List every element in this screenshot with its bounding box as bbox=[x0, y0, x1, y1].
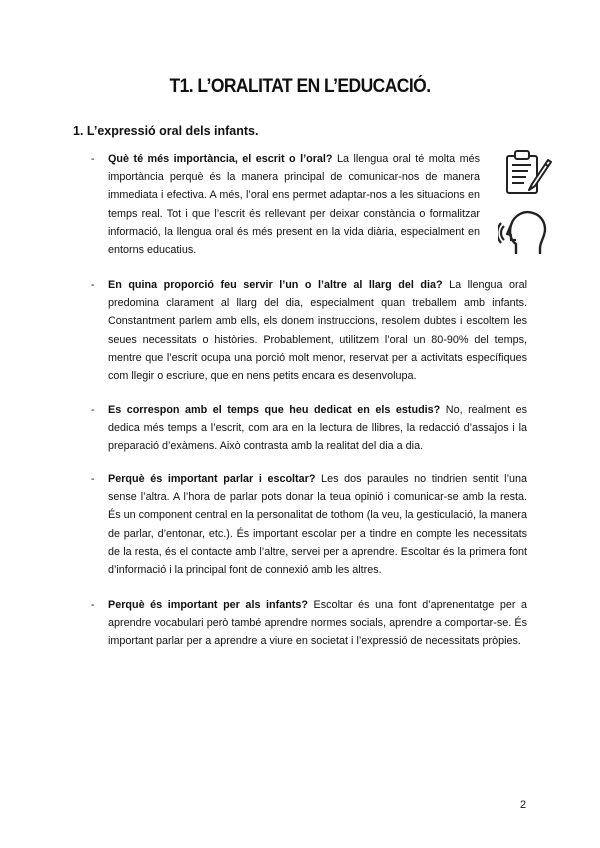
question-text: Perquè és important per als infants? bbox=[108, 599, 308, 611]
list-item bbox=[91, 276, 527, 385]
question-text: Perquè és important parlar i escoltar? bbox=[108, 473, 316, 485]
answer-text: La llengua oral té molta més importància perquè és la manera principal de comunicar-nos de manera immediata i efectiva. A més, l’oral ens permet adaptar-nos a les situacions en temps real. Tot i que l’escrit és rellevant per deixar constància o formalitzar informació, la llengua oral és més present en la vida diària, especialment en entorns educatius. bbox=[108, 153, 480, 257]
list-item-text bbox=[108, 276, 527, 385]
section-heading: 1. L’expressió oral dels infants. bbox=[73, 124, 259, 138]
question-text: Es correspon amb el temps que heu dedicat en els estudis? bbox=[108, 404, 441, 416]
list-item-text bbox=[108, 596, 527, 651]
list-item-text bbox=[108, 150, 480, 259]
answer-text: Escoltar és una font d’aprenentatge per a aprendre vocabulari però també aprendre normes socials, aprendre a comportar-se. És important parlar per a aprendre a viure en societat i l’expressió de necessitats pròpies. bbox=[108, 599, 527, 648]
page-number: 2 bbox=[520, 799, 527, 811]
bullet-dash: - bbox=[91, 404, 95, 416]
page-title: T1. L’ORALITAT EN L’EDUCACIÓ. bbox=[169, 76, 431, 97]
bullet-dash: - bbox=[91, 153, 95, 165]
list-item-text bbox=[108, 470, 527, 579]
question-text: En quina proporció feu servir l’un o l’altre al llarg del dia? bbox=[108, 279, 443, 291]
answer-text: La llengua oral predomina clarament al llarg del dia, especialment quan treballem amb infants. Constantment parlem amb ells, els donem instruccions, resolem dubtes i escoltem les seues necessitats o històries. Probablement, utilitzem l’oral un 80-90% del temps, mentre que l’escrit ocupa una porció molt menor, reservat per a activitats específiques com llegir o escriure, que en nens petits encara es desenvolupa. bbox=[108, 279, 527, 383]
list-item bbox=[91, 470, 527, 579]
bullet-dash: - bbox=[91, 473, 95, 485]
list-item bbox=[91, 401, 527, 456]
answer-text: No, realment es dedica més temps a l’escrit, com ara en la lectura de llibres, la redacció d’assajos i la preparació d’exàmens. Això contrasta amb la realitat del dia a dia. bbox=[108, 404, 527, 453]
list-item bbox=[91, 596, 527, 651]
list-item bbox=[91, 150, 527, 259]
bullet-dash: - bbox=[91, 599, 95, 611]
answer-text: Les dos paraules no tindrien sentit l’una sense l’altra. A l’hora de parlar pots donar la teua opinió i comunicar-se amb la resta. És un component central en la personalitat de tothom (la veu, la gesticulació, la manera de parlar, d’entonar, etc.). És important escolar per a tindre en compte les necessitats de la resta, és el contacte amb l’altre, servei per a aprendre. Escoltar és la primera font d’informació i la principal font de connexió amb les altres. bbox=[108, 473, 527, 577]
bullet-dash: - bbox=[91, 279, 95, 291]
question-text: Què té més importància, el escrit o l’oral? bbox=[108, 153, 333, 165]
list-item-text bbox=[108, 401, 527, 456]
